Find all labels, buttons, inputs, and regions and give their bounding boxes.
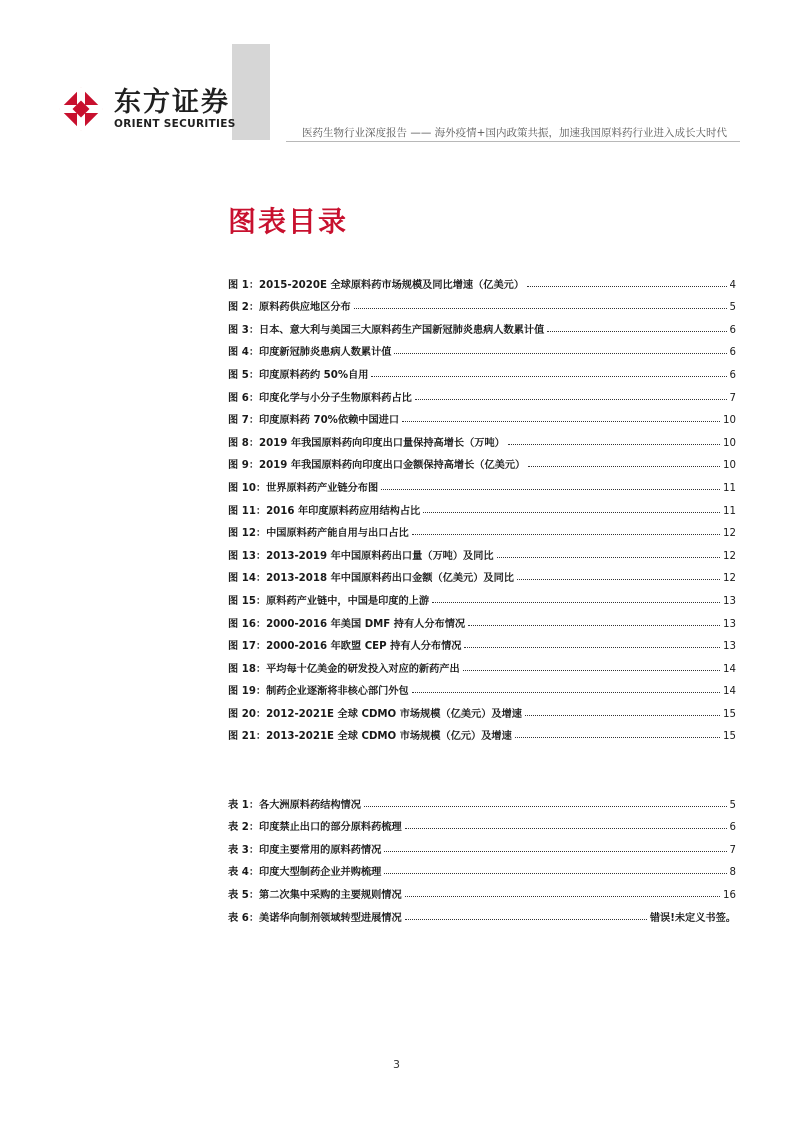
table-toc-entry[interactable]	[228, 833, 736, 856]
toc-entry-page: 12	[723, 528, 736, 540]
toc-dot-leader	[364, 805, 727, 807]
toc-entry-label: 图 4：印度新冠肺炎患病人数累计值	[228, 347, 392, 359]
logo-english-name: ORIENT SECURITIES	[114, 118, 236, 130]
toc-entry-page: 15	[723, 731, 736, 743]
figure-toc-entry[interactable]	[228, 494, 736, 517]
toc-dot-leader	[371, 375, 726, 377]
toc-dot-leader	[464, 646, 720, 648]
toc-dot-leader	[394, 352, 726, 354]
toc-entry-label: 图 14：2013-2018 年中国原料药出口金额（亿美元）及同比	[228, 573, 514, 585]
toc-dot-leader	[463, 669, 720, 671]
figure-toc-entry[interactable]	[228, 426, 736, 449]
toc-entry-label: 表 5：第二次集中采购的主要规则情况	[228, 889, 402, 901]
toc-entry-label: 图 2：原料药供应地区分布	[228, 302, 351, 314]
toc-entry-page: 8	[729, 867, 736, 879]
toc-dot-leader	[405, 918, 647, 920]
figure-toc-entry[interactable]	[228, 449, 736, 472]
toc-entry-page: 13	[723, 595, 736, 607]
figure-toc-entry[interactable]	[228, 471, 736, 494]
toc-entry-page: 6	[729, 369, 736, 381]
figure-toc-entry[interactable]	[228, 517, 736, 540]
toc-entry-label: 图 8：2019 年我国原料药向印度出口量保持高增长（万吨）	[228, 437, 505, 449]
toc-entry-label: 图 15：原料药产业链中，中国是印度的上游	[228, 595, 430, 607]
toc-entry-label: 图 12：中国原料药产能自用与出口占比	[228, 528, 409, 540]
toc-dot-leader	[515, 736, 720, 738]
toc-dot-leader	[517, 578, 720, 580]
figure-list	[228, 268, 736, 742]
toc-entry-label: 图 16：2000-2016 年美国 DMF 持有人分布情况	[228, 618, 466, 630]
toc-entry-page: 14	[723, 663, 736, 675]
toc-entry-page: 16	[723, 889, 736, 901]
toc-entry-label: 图 3：日本、意大利与美国三大原料药生产国新冠肺炎患病人数累计值	[228, 324, 545, 336]
toc-dot-leader	[497, 556, 720, 558]
toc-dot-leader	[527, 285, 727, 287]
toc-dot-leader	[432, 601, 720, 603]
toc-dot-leader	[412, 691, 720, 693]
toc-dot-leader	[384, 872, 726, 874]
page-number: 3	[393, 1058, 400, 1071]
figure-toc-entry[interactable]	[228, 381, 736, 404]
toc-dot-leader	[354, 307, 727, 309]
figure-toc-entry[interactable]	[228, 652, 736, 675]
toc-entry-page: 7	[729, 844, 736, 856]
orient-securities-logo	[58, 80, 236, 140]
toc-dot-leader	[412, 533, 720, 535]
toc-entry-label: 表 2：印度禁止出口的部分原料药梳理	[228, 822, 402, 834]
figure-toc-entry[interactable]	[228, 291, 736, 314]
toc-entry-page: 13	[723, 618, 736, 630]
toc-entry-label: 图 9：2019 年我国原料药向印度出口金额保持高增长（亿美元）	[228, 460, 526, 472]
table-toc-entry[interactable]	[228, 878, 736, 901]
figure-toc-entry[interactable]	[228, 607, 736, 630]
toc-dot-leader	[468, 624, 720, 626]
toc-entry-label: 表 3：印度主要常用的原料药情况	[228, 844, 382, 856]
toc-entry-page: 7	[729, 392, 736, 404]
toc-dot-leader	[528, 465, 720, 467]
toc-entry-label: 图 19：制药企业逐渐将非核心部门外包	[228, 686, 409, 698]
figure-toc-entry[interactable]	[228, 336, 736, 359]
toc-entry-label: 图 7：印度原料药 70%依赖中国进口	[228, 415, 400, 427]
toc-entry-page: 6	[729, 822, 736, 834]
toc-entry-page: 4	[729, 279, 736, 291]
toc-dot-leader	[405, 827, 727, 829]
toc-entry-page: 5	[729, 302, 736, 314]
toc-entry-page: 10	[723, 460, 736, 472]
toc-entry-page: 12	[723, 550, 736, 562]
toc-entry-label: 图 6：印度化学与小分子生物原料药占比	[228, 392, 412, 404]
toc-entry-page: 6	[729, 347, 736, 359]
orient-logo-icon	[58, 86, 104, 132]
toc-entry-label: 图 21：2013-2021E 全球 CDMO 市场规模（亿元）及增速	[228, 731, 512, 743]
toc-entry-label: 图 13：2013-2019 年中国原料药出口量（万吨）及同比	[228, 550, 494, 562]
toc-entry-label: 图 20：2012-2021E 全球 CDMO 市场规模（亿美元）及增速	[228, 708, 522, 720]
toc-entry-page: 13	[723, 641, 736, 653]
figure-toc-entry[interactable]	[228, 697, 736, 720]
toc-entry-label: 表 6：美诺华向制剂领域转型进展情况	[228, 912, 402, 924]
table-list	[228, 788, 736, 924]
toc-entry-label: 图 10：世界原料药产业链分布图	[228, 482, 379, 494]
toc-entry-label: 图 18：平均每十亿美金的研发投入对应的新药产出	[228, 663, 460, 675]
toc-dot-leader	[405, 895, 720, 897]
toc-entry-page: 错误!未定义书签。	[649, 912, 736, 924]
toc-dot-leader	[384, 850, 726, 852]
toc-entry-page: 6	[729, 324, 736, 336]
toc-entry-page: 12	[723, 573, 736, 585]
toc-entry-page: 10	[723, 415, 736, 427]
figure-toc-entry[interactable]	[228, 584, 736, 607]
figure-toc-entry[interactable]	[228, 675, 736, 698]
toc-dot-leader	[423, 511, 720, 513]
toc-entry-page: 11	[723, 482, 736, 494]
toc-entry-label: 表 1：各大洲原料药结构情况	[228, 799, 361, 811]
table-toc-entry[interactable]	[228, 811, 736, 834]
toc-dot-leader	[508, 443, 720, 445]
header-divider	[286, 141, 740, 142]
figure-toc-entry[interactable]	[228, 358, 736, 381]
figure-toc-entry[interactable]	[228, 720, 736, 743]
figure-toc-entry[interactable]	[228, 313, 736, 336]
toc-title: 图表目录	[228, 205, 349, 238]
toc-entry-label: 图 5：印度原料药约 50%自用	[228, 369, 369, 381]
report-header-title: 医药生物行业深度报告 —— 海外疫情+国内政策共振，加速我国原料药行业进入成长大时代	[302, 127, 727, 139]
toc-entry-page: 15	[723, 708, 736, 720]
figure-toc-entry[interactable]	[228, 404, 736, 427]
toc-entry-label: 图 17：2000-2016 年欧盟 CEP 持有人分布情况	[228, 641, 462, 653]
toc-entry-page: 14	[723, 686, 736, 698]
table-toc-entry[interactable]	[228, 788, 736, 811]
figure-toc-entry[interactable]	[228, 630, 736, 653]
toc-dot-leader	[402, 420, 720, 422]
figure-toc-entry[interactable]	[228, 539, 736, 562]
toc-entry-page: 10	[723, 437, 736, 449]
table-toc-entry[interactable]	[228, 856, 736, 879]
toc-entry-label: 图 11：2016 年印度原料药应用结构占比	[228, 505, 421, 517]
toc-entry-label: 图 1：2015-2020E 全球原料药市场规模及同比增速（亿美元）	[228, 279, 525, 291]
table-toc-entry[interactable]	[228, 901, 736, 924]
logo-chinese-name: 东方证券	[114, 87, 230, 118]
figure-toc-entry[interactable]	[228, 268, 736, 291]
toc-dot-leader	[525, 714, 720, 716]
toc-dot-leader	[381, 488, 720, 490]
figure-toc-entry[interactable]	[228, 562, 736, 585]
header-gray-bar	[232, 44, 270, 140]
toc-entry-label: 表 4：印度大型制药企业并购梳理	[228, 867, 382, 879]
toc-entry-page: 5	[729, 799, 736, 811]
toc-dot-leader	[547, 330, 726, 332]
toc-dot-leader	[415, 398, 727, 400]
toc-entry-page: 11	[723, 505, 736, 517]
